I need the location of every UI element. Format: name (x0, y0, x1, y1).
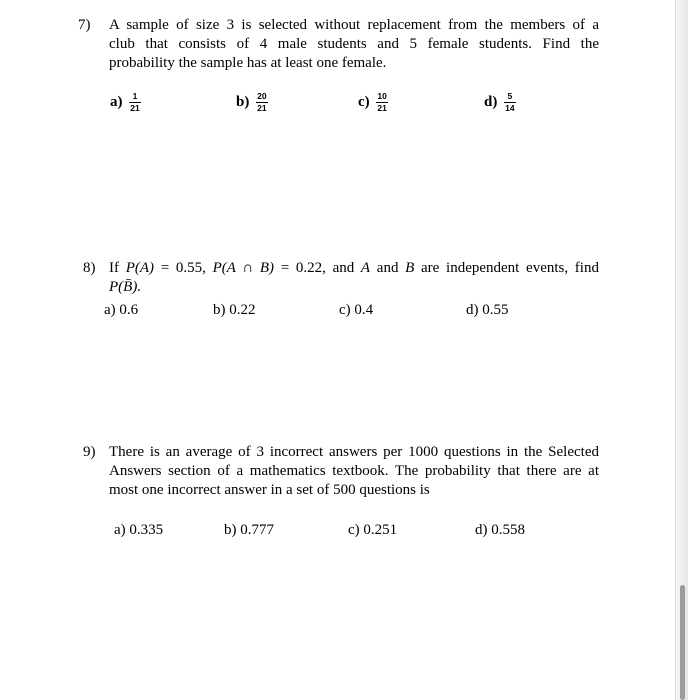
math-expression: P(A ∩ B) (212, 260, 275, 276)
denominator: 21 (257, 103, 267, 113)
option-label: a) (110, 93, 123, 110)
text-run: If (109, 260, 126, 276)
fraction (376, 92, 387, 113)
denominator: 14 (505, 103, 515, 113)
question-line (109, 278, 599, 297)
question-text (109, 259, 599, 297)
text-run: = 0.22, and (274, 260, 361, 276)
math-expression: P(A) (125, 260, 155, 276)
option-a: a) 0.6 (104, 302, 139, 318)
option-d (484, 92, 516, 113)
text-run: ). (132, 279, 142, 295)
option-a: a) 0.335 (114, 522, 164, 538)
question-line: Answers section of a mathematics textbook. The probability that there are at (109, 463, 599, 479)
text-run: = 0.55, (154, 260, 213, 276)
numerator: 1 (132, 91, 138, 101)
math-variable: B (405, 260, 415, 276)
question-text (109, 16, 599, 73)
question-line: most one incorrect answer in a set of 500 questions is (109, 482, 430, 498)
denominator: 21 (377, 103, 387, 113)
option-c: c) 0.251 (348, 522, 398, 538)
option-c: c) 0.4 (339, 302, 374, 318)
math-variable: B̄ (123, 279, 133, 295)
question-line (109, 259, 599, 278)
denominator: 21 (130, 103, 140, 113)
scrollbar-track[interactable] (675, 0, 688, 700)
question-number: 8) (83, 260, 96, 276)
numerator: 5 (507, 91, 513, 101)
numerator: 10 (377, 91, 387, 101)
question-number: 7) (78, 17, 91, 33)
text-run: P( (109, 279, 124, 295)
fraction (504, 92, 515, 113)
question-line: There is an average of 3 incorrect answers per 1000 questions in the Selected (109, 444, 599, 460)
option-b: b) 0.777 (224, 522, 274, 538)
scrollbar-thumb[interactable] (680, 585, 685, 700)
option-label: d) (484, 93, 498, 110)
text-run: and (370, 260, 406, 276)
option-a (110, 92, 141, 113)
option-b: b) 0.22 (213, 302, 256, 318)
question-line: A sample of size 3 is selected without replacement from the members of a (109, 17, 599, 33)
question-line: probability the sample has at least one female. (109, 55, 387, 71)
question-number: 9) (83, 444, 96, 460)
option-label: b) (236, 93, 250, 110)
option-c (358, 92, 388, 113)
text-run: are independent events, find (414, 260, 599, 276)
fraction (256, 92, 267, 113)
option-d: d) 0.55 (466, 302, 509, 318)
numerator: 20 (257, 91, 267, 101)
question-text (109, 443, 599, 500)
option-d: d) 0.558 (475, 522, 525, 538)
question-line: club that consists of 4 male students and 5 female students. Find the (109, 36, 599, 52)
math-variable: A (360, 260, 371, 276)
option-b (236, 92, 268, 113)
fraction (129, 92, 140, 113)
option-label: c) (358, 93, 370, 110)
